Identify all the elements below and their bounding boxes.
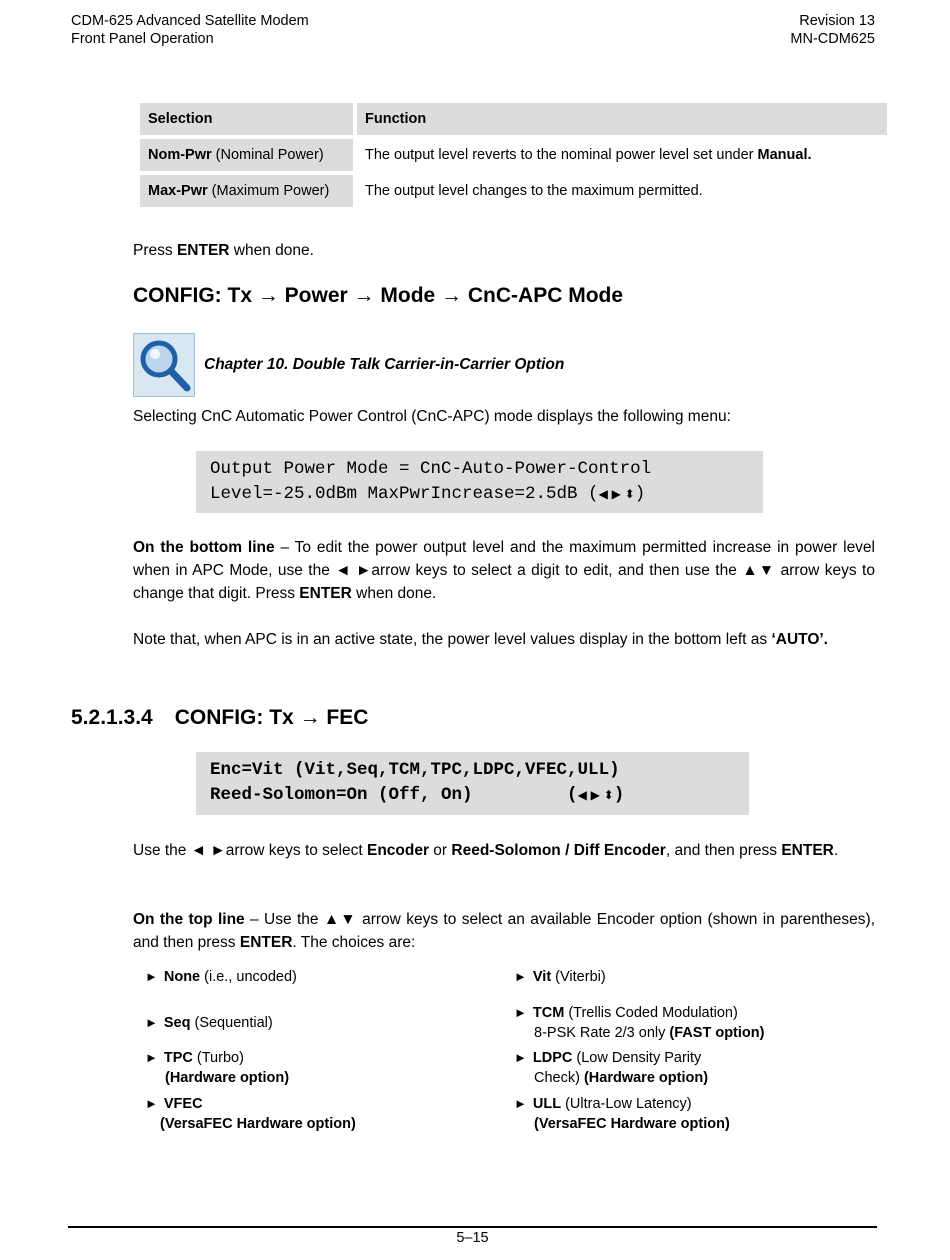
press-enter-text: Press ENTER when done. [133, 242, 314, 259]
page-number: 5–15 [456, 1230, 489, 1246]
heading-cnc-apc-mode: CONFIG: Tx → Power → Mode → CnC-APC Mode [133, 284, 624, 307]
bottom-line-paragraph: On the bottom line – To edit the power output level and the maximum permitted increase in power level when in APC Mode, use the ◄ ►arrow keys to select a digit to edit, and then use the ▲▼ arrow keys to change that digit. Press ENTER when done. [133, 539, 875, 602]
table-cell-selection: Max-Pwr (Maximum Power) [140, 175, 353, 207]
list-item-none: ► None (i.e., uncoded) [145, 969, 297, 985]
lcd-line-2: Level=-25.0dBm MaxPwrIncrease=2.5dB (◀ ▶ ⬍) [210, 484, 646, 504]
chapter-title: Front Panel Operation [71, 31, 214, 47]
table-header-function: Function [357, 103, 887, 135]
table-cell-function: The output level reverts to the nominal power level set under Manual. [357, 139, 887, 171]
list-item-seq: ► Seq (Sequential) [145, 1015, 273, 1031]
lcd-display-fec [196, 752, 749, 815]
bullet-icon: ► [514, 1096, 527, 1111]
chapter-reference: Chapter 10. Double Talk Carrier-in-Carrier Option [204, 356, 565, 373]
bullet-icon: ► [145, 969, 158, 984]
top-line-paragraph: On the top line – Use the ▲▼ arrow keys to select an available Encoder option (shown in parentheses), and then press ENTER. The choices are: [133, 911, 875, 951]
table-header-row [140, 103, 887, 135]
selection-function-table [136, 99, 891, 211]
list-item-ldpc: ► LDPC (Low Density Parity Check) (Hardware option) [514, 1050, 709, 1086]
table-cell-function: The output level changes to the maximum permitted. [357, 175, 887, 207]
list-item-vit: ► Vit (Viterbi) [514, 969, 606, 985]
cnc-intro-text: Selecting CnC Automatic Power Control (CnC-APC) mode displays the following menu: [133, 408, 731, 425]
magnifier-icon [133, 333, 195, 397]
header-right [790, 12, 875, 48]
list-item-tcm: ► TCM (Trellis Coded Modulation) 8-PSK Rate 2/3 only (FAST option) [514, 1005, 765, 1041]
bullet-icon: ► [145, 1050, 158, 1065]
list-item-ull: ► ULL (Ultra-Low Latency) (VersaFEC Hardware option) [514, 1096, 730, 1132]
table-row [140, 175, 887, 207]
arrow-keys-icon: ◀ ▶ ⬍ [577, 788, 614, 802]
section-number: 5.2.1.3.4 [71, 706, 153, 729]
table-header-selection: Selection [140, 103, 353, 135]
bullet-icon: ► [514, 1050, 527, 1065]
bullet-icon: ► [514, 1005, 527, 1020]
list-item-tpc: ► TPC (Turbo) (Hardware option) [145, 1050, 290, 1086]
table-cell-selection: Nom-Pwr (Nominal Power) [140, 139, 353, 171]
header-left [71, 12, 309, 48]
lcd-display-cnc-apc [196, 451, 763, 513]
bullet-icon: ► [145, 1015, 158, 1030]
bullet-icon: ► [145, 1096, 158, 1111]
revision: Revision 13 [799, 13, 875, 29]
manual-number: MN-CDM625 [790, 31, 875, 47]
bullet-icon: ► [514, 969, 527, 984]
arrow-keys-icon: ◀ ▶ ⬍ [598, 487, 635, 501]
auto-note-paragraph: Note that, when APC is in an active state, the power level values display in the bottom left as ‘AUTO’. [133, 631, 828, 648]
document-title: CDM-625 Advanced Satellite Modem [71, 13, 309, 29]
fec-selection-paragraph: Use the ◄ ►arrow keys to select Encoder or Reed-Solomon / Diff Encoder, and then press ENTER. [133, 842, 839, 859]
table-row [140, 139, 887, 171]
lcd-line-2: Reed-Solomon=On (Off, On) (◀ ▶ ⬍) [210, 785, 625, 805]
list-item-vfec: ► VFEC (VersaFEC Hardware option) [145, 1096, 356, 1132]
section-heading-fec: 5.2.1.3.4 CONFIG: Tx → FEC [71, 706, 369, 729]
lcd-line-1: Output Power Mode = CnC-Auto-Power-Control [210, 459, 652, 479]
footer-divider [68, 1226, 877, 1228]
lcd-line-1: Enc=Vit (Vit,Seq,TCM,TPC,LDPC,VFEC,ULL) [210, 760, 620, 780]
